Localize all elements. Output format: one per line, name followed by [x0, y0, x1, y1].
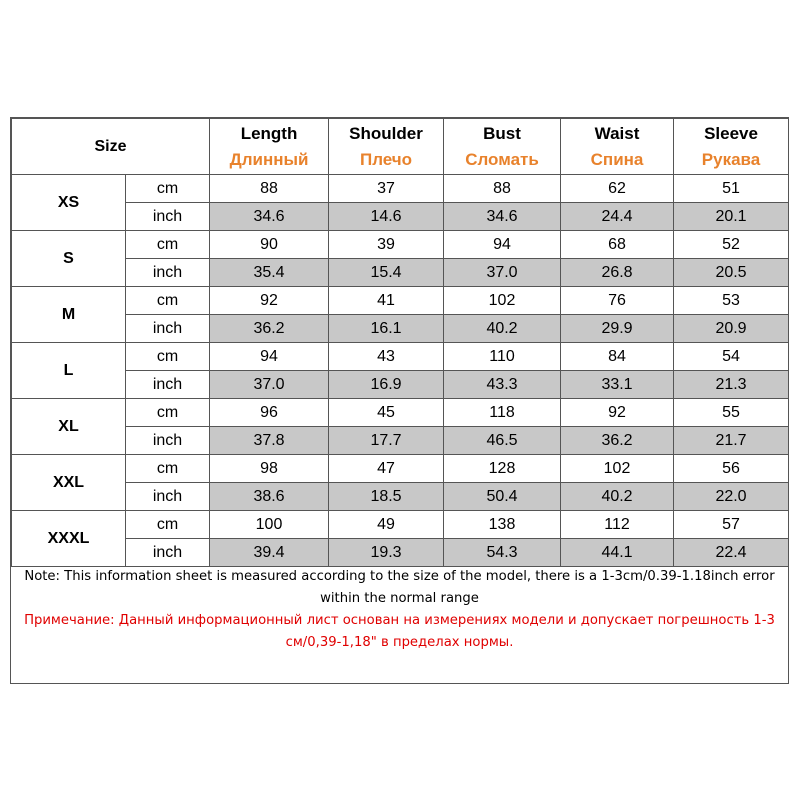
unit-label-cm: cm: [126, 399, 210, 427]
unit-label-inch: inch: [126, 259, 210, 287]
header-shoulder-ru: Плечо: [359, 150, 413, 169]
cell-inch: 33.1: [561, 371, 674, 399]
header-length-ru: Длинный: [229, 150, 309, 169]
table-row-inch: [12, 371, 789, 399]
cell-inch: 24.4: [561, 203, 674, 231]
table-row-inch: [12, 539, 789, 567]
cell-inch: 20.1: [674, 203, 789, 231]
size-label: XS: [12, 175, 126, 231]
cell-cm: 39: [329, 231, 444, 259]
cell-inch: 34.6: [210, 203, 329, 231]
header-length-en: Length: [240, 124, 298, 143]
cell-inch: 46.5: [444, 427, 561, 455]
cell-cm: 55: [674, 399, 789, 427]
cell-inch: 35.4: [210, 259, 329, 287]
unit-label-inch: inch: [126, 483, 210, 511]
cell-cm: 92: [210, 287, 329, 315]
cell-cm: 112: [561, 511, 674, 539]
cell-inch: 18.5: [329, 483, 444, 511]
cell-inch: 38.6: [210, 483, 329, 511]
table-row-inch: [12, 259, 789, 287]
cell-cm: 98: [210, 455, 329, 483]
note-english: Note: This information sheet is measured according to the size of the model, there is a 1-3cm/0.39-1.18inch error within the normal range: [24, 569, 775, 606]
cell-inch: 43.3: [444, 371, 561, 399]
table-row-inch: [12, 203, 789, 231]
cell-inch: 37.0: [444, 259, 561, 287]
cell-cm: 54: [674, 343, 789, 371]
size-table: [11, 118, 789, 567]
table-row-cm: [12, 511, 789, 539]
header-waist: [561, 119, 674, 175]
table-row-cm: [12, 343, 789, 371]
cell-inch: 54.3: [444, 539, 561, 567]
cell-cm: 53: [674, 287, 789, 315]
cell-cm: 94: [444, 231, 561, 259]
table-row-cm: [12, 455, 789, 483]
size-chart-sheet: [10, 117, 789, 684]
note-block: [11, 566, 788, 654]
cell-cm: 52: [674, 231, 789, 259]
cell-cm: 51: [674, 175, 789, 203]
cell-cm: 100: [210, 511, 329, 539]
table-row-cm: [12, 399, 789, 427]
cell-inch: 39.4: [210, 539, 329, 567]
cell-inch: 16.9: [329, 371, 444, 399]
table-row-cm: [12, 231, 789, 259]
header-size: Size: [12, 119, 210, 175]
cell-inch: 37.8: [210, 427, 329, 455]
unit-label-cm: cm: [126, 511, 210, 539]
cell-cm: 92: [561, 399, 674, 427]
cell-cm: 43: [329, 343, 444, 371]
cell-inch: 14.6: [329, 203, 444, 231]
cell-cm: 90: [210, 231, 329, 259]
header-sleeve-ru: Рукава: [701, 150, 761, 169]
cell-inch: 20.9: [674, 315, 789, 343]
header-bust-en: Bust: [483, 124, 521, 143]
cell-cm: 37: [329, 175, 444, 203]
cell-inch: 21.3: [674, 371, 789, 399]
cell-cm: 57: [674, 511, 789, 539]
size-label: L: [12, 343, 126, 399]
cell-inch: 40.2: [561, 483, 674, 511]
cell-inch: 44.1: [561, 539, 674, 567]
cell-cm: 88: [210, 175, 329, 203]
unit-label-inch: inch: [126, 203, 210, 231]
cell-cm: 110: [444, 343, 561, 371]
cell-cm: 56: [674, 455, 789, 483]
size-label: XL: [12, 399, 126, 455]
size-label: M: [12, 287, 126, 343]
cell-cm: 41: [329, 287, 444, 315]
cell-cm: 47: [329, 455, 444, 483]
unit-label-inch: inch: [126, 427, 210, 455]
cell-inch: 36.2: [561, 427, 674, 455]
header-sleeve-en: Sleeve: [704, 124, 758, 143]
size-label: S: [12, 231, 126, 287]
cell-cm: 84: [561, 343, 674, 371]
cell-inch: 34.6: [444, 203, 561, 231]
cell-inch: 22.0: [674, 483, 789, 511]
table-row-inch: [12, 427, 789, 455]
cell-cm: 94: [210, 343, 329, 371]
size-label: XXL: [12, 455, 126, 511]
unit-label-cm: cm: [126, 455, 210, 483]
cell-cm: 102: [444, 287, 561, 315]
cell-cm: 45: [329, 399, 444, 427]
table-row-cm: [12, 287, 789, 315]
cell-inch: 36.2: [210, 315, 329, 343]
cell-inch: 19.3: [329, 539, 444, 567]
cell-inch: 17.7: [329, 427, 444, 455]
size-label: XXXL: [12, 511, 126, 567]
header-row: [12, 119, 789, 175]
cell-inch: 21.7: [674, 427, 789, 455]
cell-inch: 22.4: [674, 539, 789, 567]
cell-inch: 37.0: [210, 371, 329, 399]
cell-inch: 29.9: [561, 315, 674, 343]
note-russian: Примечание: Данный информационный лист основан на измерениях модели и допускает погрешность 1-3 см/0,39-1,18" в пределах нормы.: [24, 613, 775, 650]
cell-inch: 40.2: [444, 315, 561, 343]
cell-cm: 138: [444, 511, 561, 539]
table-row-inch: [12, 315, 789, 343]
table-row-inch: [12, 483, 789, 511]
cell-cm: 102: [561, 455, 674, 483]
cell-inch: 26.8: [561, 259, 674, 287]
header-shoulder-en: Shoulder: [349, 124, 423, 143]
header-shoulder: [329, 119, 444, 175]
cell-cm: 62: [561, 175, 674, 203]
cell-cm: 128: [444, 455, 561, 483]
unit-label-inch: inch: [126, 371, 210, 399]
unit-label-inch: inch: [126, 315, 210, 343]
header-waist-ru: Спина: [590, 150, 644, 169]
header-bust: [444, 119, 561, 175]
unit-label-cm: cm: [126, 343, 210, 371]
header-sleeve: [674, 119, 789, 175]
cell-inch: 20.5: [674, 259, 789, 287]
cell-inch: 50.4: [444, 483, 561, 511]
table-row-cm: [12, 175, 789, 203]
cell-inch: 16.1: [329, 315, 444, 343]
unit-label-cm: cm: [126, 231, 210, 259]
cell-cm: 118: [444, 399, 561, 427]
cell-cm: 76: [561, 287, 674, 315]
unit-label-cm: cm: [126, 287, 210, 315]
unit-label-cm: cm: [126, 175, 210, 203]
cell-cm: 49: [329, 511, 444, 539]
cell-cm: 96: [210, 399, 329, 427]
header-waist-en: Waist: [594, 124, 640, 143]
header-bust-ru: Сломать: [465, 150, 539, 169]
header-length: [210, 119, 329, 175]
unit-label-inch: inch: [126, 539, 210, 567]
cell-cm: 68: [561, 231, 674, 259]
cell-cm: 88: [444, 175, 561, 203]
cell-inch: 15.4: [329, 259, 444, 287]
